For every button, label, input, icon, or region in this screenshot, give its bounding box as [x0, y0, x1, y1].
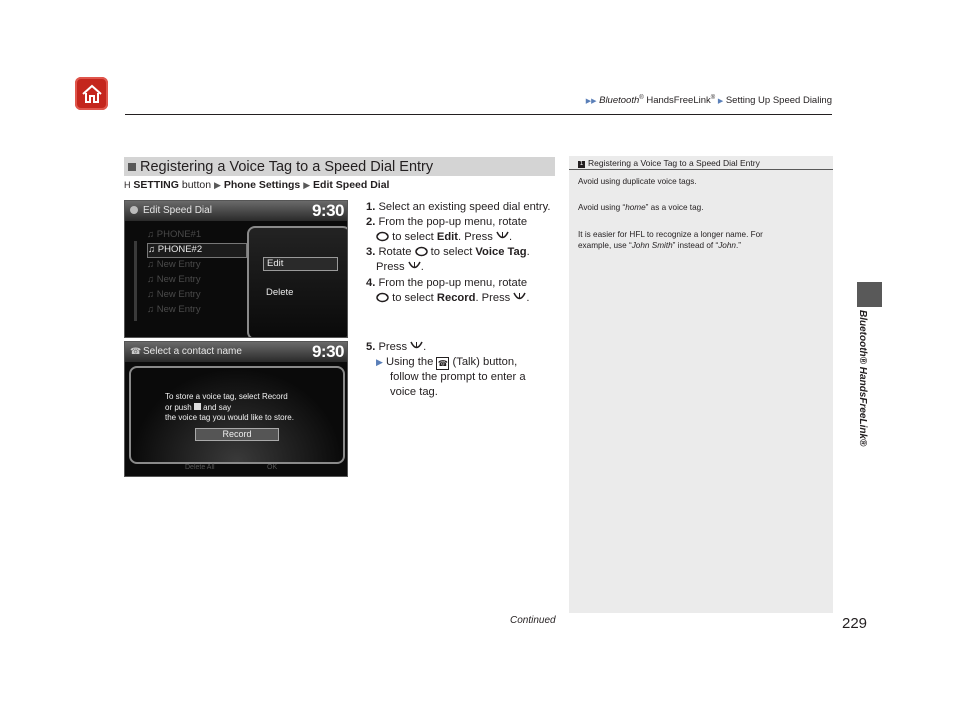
step-text: .: [508, 231, 513, 243]
press-knob-icon: [410, 341, 423, 352]
scrollbar[interactable]: [134, 241, 137, 321]
step-number: 1.: [366, 201, 376, 213]
screen-title: Edit Speed Dial: [143, 205, 212, 216]
navigation-path: [124, 179, 389, 191]
list-item-label: New Entry: [156, 259, 201, 270]
section-heading: [124, 157, 555, 176]
talk-icon: [194, 403, 201, 410]
press-knob-icon: [496, 231, 509, 242]
step-text: From the pop-up menu, rotate: [378, 277, 528, 289]
step-number: 5.: [366, 341, 376, 353]
notes-sidebar: [569, 156, 833, 613]
sidebar-text: ” instead of “: [672, 241, 719, 250]
step-text: Using the: [386, 356, 434, 368]
sidebar-text: It is easier for HFL to recognize a longer name. For: [578, 230, 763, 239]
step-number: 3.: [366, 246, 376, 258]
list-item[interactable]: ♫ PHONE#2: [147, 243, 247, 258]
list-item[interactable]: ♫ New Entry: [147, 259, 201, 270]
step-text: follow the prompt to enter a: [390, 371, 526, 383]
prompt-line-2b: and say: [203, 402, 232, 412]
nav-edit-speed-dial: Edit Speed Dial: [313, 179, 390, 191]
step-text: Press: [376, 261, 405, 273]
breadcrumb-part2: HandsFreeLink: [643, 95, 711, 107]
sidebar-note-2: [578, 202, 828, 213]
press-knob-icon: [513, 292, 526, 303]
sidebar-rule: [569, 169, 833, 170]
screen-time: 9:30: [311, 201, 344, 220]
nav-setting: SETTING: [133, 179, 179, 191]
rotate-knob-icon: [376, 292, 389, 303]
step-text: From the pop-up menu, rotate: [378, 216, 528, 228]
screen-edit-speed-dial: [124, 200, 348, 338]
list-item-label: PHONE#2: [157, 244, 203, 255]
home-icon: [81, 84, 103, 104]
step-text: .: [420, 261, 424, 273]
prompt-line-3: the voice tag you would like to store.: [165, 413, 294, 422]
header-rule: [125, 114, 832, 115]
sidebar-line: [578, 240, 828, 251]
sidebar-text: example, use “: [578, 241, 632, 250]
sidebar-heading-text: Registering a Voice Tag to a Speed Dial Entry: [588, 158, 760, 168]
talk-icon: ☎: [437, 359, 448, 368]
list-item[interactable]: ♫ New Entry: [147, 304, 201, 315]
breadcrumb-arrow-icon: ▶▶: [585, 98, 597, 106]
step-bold: Record: [436, 292, 476, 304]
section-square-icon: [128, 163, 136, 171]
step-4: [366, 276, 529, 306]
list-item[interactable]: ♫ PHONE#1: [147, 229, 202, 240]
delete-all-button[interactable]: Delete All: [185, 464, 215, 471]
note-icon: 1: [579, 161, 584, 167]
list-item-label: New Entry: [156, 304, 201, 315]
breadcrumb-reg2: ®: [710, 95, 716, 101]
step-text: Press: [378, 341, 408, 353]
record-label: Record: [222, 429, 252, 439]
list-item-label: New Entry: [156, 274, 201, 285]
record-button[interactable]: [195, 428, 279, 441]
step-3: [366, 245, 530, 275]
home-button[interactable]: [75, 77, 108, 110]
screen-select-contact: [124, 341, 348, 477]
breadcrumb-arrow-icon: ▶: [717, 98, 724, 106]
step-bold: Voice Tag: [475, 246, 527, 258]
sidebar-note-1: [578, 176, 828, 187]
step-2: [366, 215, 527, 245]
menu-item-label: Delete: [266, 287, 294, 298]
sidebar-note-3: [578, 229, 828, 251]
sidebar-text: Avoid using “: [578, 203, 626, 212]
step-text: Select an existing speed dial entry.: [378, 201, 551, 213]
nav-phone-settings: Phone Settings: [223, 179, 301, 191]
step-text: to select: [392, 231, 434, 243]
nav-arrow-icon: ▶: [303, 180, 311, 190]
step-text: Rotate: [378, 246, 412, 258]
continued-label: Continued: [510, 615, 556, 626]
prompt-line-2: [165, 403, 294, 414]
breadcrumb-part1: Bluetooth: [599, 95, 640, 107]
screen-title: Select a contact name: [143, 346, 242, 357]
breadcrumb-part3: Setting Up Speed Dialing: [725, 95, 832, 107]
step-text: to select: [430, 246, 473, 258]
step-text: .: [423, 341, 427, 353]
sidebar-text: ” as a voice tag.: [645, 203, 704, 212]
press-knob-icon: [408, 261, 421, 272]
ok-button[interactable]: OK: [267, 464, 278, 471]
screen-time: 9:30: [311, 342, 344, 361]
step-text: to select: [392, 292, 434, 304]
sidebar-heading: [578, 158, 760, 168]
sidebar-text: Avoid using duplicate voice tags.: [578, 177, 697, 186]
chapter-tab[interactable]: [857, 282, 882, 307]
sidebar-italic: John Smith: [631, 241, 673, 250]
step-text: .: [526, 246, 530, 258]
step-text: voice tag.: [390, 386, 438, 398]
page-number: 229: [842, 615, 868, 632]
gear-icon: [130, 206, 138, 214]
sidebar-italic: home: [625, 203, 646, 212]
section-title: Registering a Voice Tag to a Speed Dial Entry: [140, 158, 434, 175]
result-arrow-icon: ▶: [376, 357, 383, 367]
list-item-label: New Entry: [156, 289, 201, 300]
step-text: .: [526, 292, 530, 304]
menu-item-edit[interactable]: [263, 257, 338, 271]
step-text: . Press: [458, 231, 493, 243]
prompt-line-2a: or push: [165, 402, 192, 412]
prompt-message: [165, 392, 294, 424]
list-item[interactable]: ♫ New Entry: [147, 274, 201, 285]
sidebar-italic: John: [718, 241, 736, 250]
step-text: . Press: [475, 292, 511, 304]
rotate-knob-icon: [376, 231, 389, 242]
step-number: 2.: [366, 216, 376, 228]
step-text: (Talk) button,: [452, 356, 518, 368]
step-1: [366, 200, 551, 215]
nav-h-icon: H: [124, 180, 131, 190]
phone-icon: ☎: [130, 346, 142, 356]
chapter-label: Bluetooth® HandsFreeLink®: [857, 310, 868, 447]
prompt-line-1: To store a voice tag, select Record: [165, 392, 288, 401]
breadcrumb: [586, 95, 832, 106]
list-item-label: PHONE#1: [156, 229, 202, 240]
rotate-knob-icon: [415, 246, 428, 257]
step-5: [366, 340, 526, 400]
menu-item-label: Edit: [267, 258, 284, 269]
nav-button-word: button: [181, 179, 212, 191]
nav-arrow-icon: ▶: [213, 180, 221, 190]
sidebar-text: .”: [735, 241, 741, 250]
step-number: 4.: [366, 277, 376, 289]
menu-item-delete[interactable]: [263, 287, 336, 299]
step-bold: Edit: [436, 231, 459, 243]
breadcrumb-reg1: ®: [639, 95, 644, 101]
list-item[interactable]: ♫ New Entry: [147, 289, 201, 300]
popup-menu: [247, 226, 348, 338]
